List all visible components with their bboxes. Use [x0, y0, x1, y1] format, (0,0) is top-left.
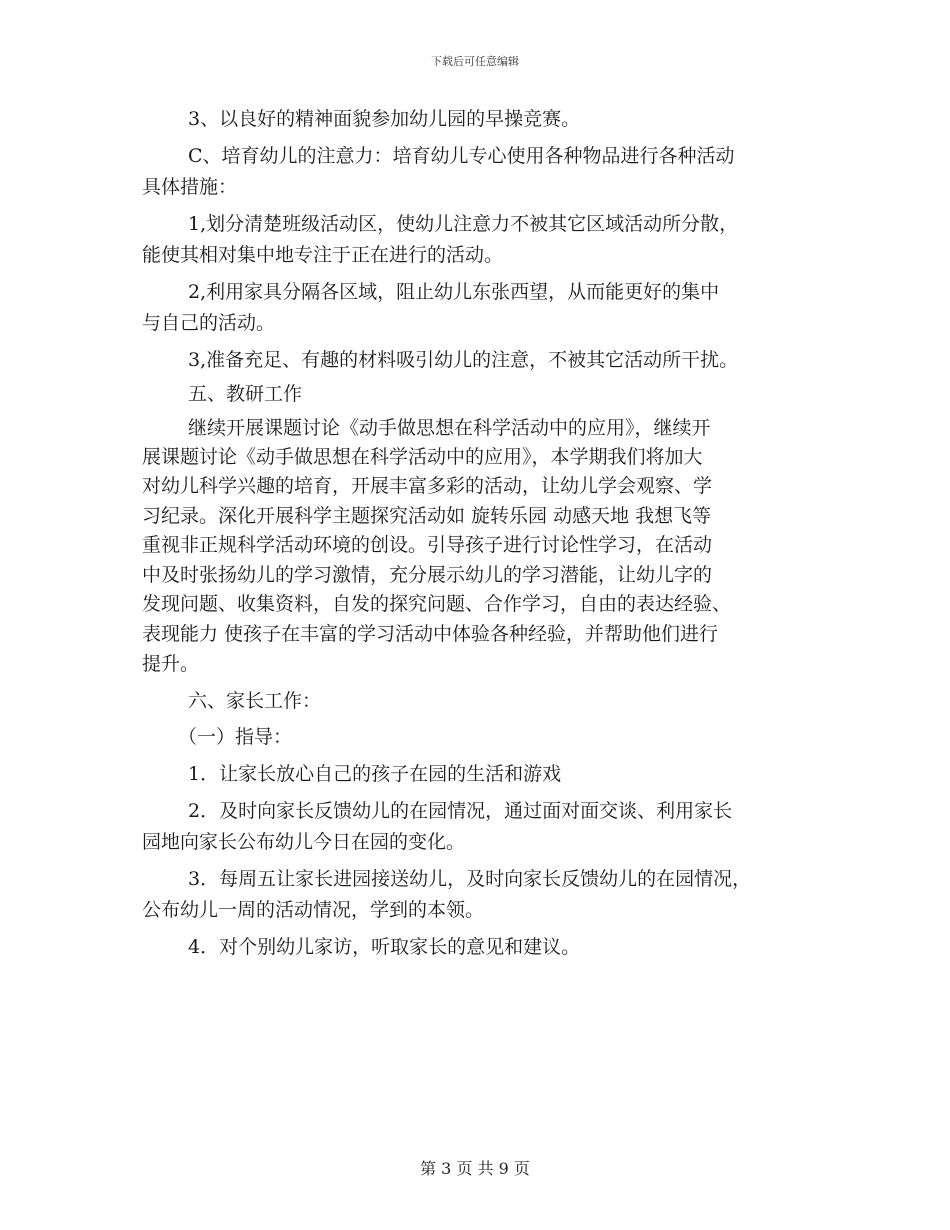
page-footer: 第 3 页 共 9 页 [420, 1159, 530, 1178]
text-line: 提升。 [142, 653, 200, 675]
text-line: 五、教研工作 [188, 383, 303, 405]
text-line: 习纪录。深化开展科学主题探究活动如 旋转乐园 动感天地 我想飞等 [142, 505, 712, 527]
text-line: 3,准备充足、有趣的材料吸引幼儿的注意，不被其它活动所干扰。 [188, 349, 739, 371]
text-line: 中及时张扬幼儿的学习激情，充分展示幼儿的学习潜能，让幼儿字的 [142, 564, 713, 586]
text-line: 公布幼儿一周的活动情况，学到的本领。 [142, 899, 485, 921]
text-line: 继续开展课题讨论《动手做思想在科学活动中的应用》，继续开 [188, 417, 711, 439]
text-line: 4．对个别幼儿家访，听取家长的意见和建议。 [188, 936, 581, 958]
text-line: 2．及时向家长反馈幼儿的在园情况，通过面对面交谈、利用家长 [188, 800, 733, 822]
text-line: 发现问题、收集资料，自发的探究问题、合作学习，自由的表达经验、 [142, 593, 732, 615]
text-line: 对幼儿科学兴趣的培育，开展丰富多彩的活动，让幼儿学会观察、学 [142, 475, 713, 497]
document-body [142, 108, 822, 958]
text-line: 2,利用家具分隔各区域，阻止幼儿东张西望，从而能更好的集中 [188, 281, 720, 303]
text-line: 1．让家长放心自己的孩子在园的生活和游戏 [188, 763, 562, 785]
text-line: 能使其相对集中地专注于正在进行的活动。 [142, 244, 504, 266]
text-line: 3．每周五让家长进园接送幼儿，及时向家长反馈幼儿的在园情况， [188, 868, 752, 890]
text-line: 展课题讨论《动手做思想在科学活动中的应用》，本学期我们将加大 [142, 446, 703, 468]
text-line: C、培育幼儿的注意力：培育幼儿专心使用各种物品进行各种活动 [188, 145, 735, 167]
text-line: 表现能力 使孩子在丰富的学习活动中体验各种经验，并帮助他们进行 [142, 623, 719, 645]
text-line: 与自己的活动。 [142, 312, 276, 334]
page-header: 下载后可任意编辑 [431, 55, 519, 68]
text-line: 园地向家长公布幼儿今日在园的变化。 [142, 831, 466, 853]
text-line: 六、家长工作： [188, 690, 322, 712]
text-line: 重视非正规科学活动环境的创设。引导孩子进行讨论性学习，在活动 [142, 534, 713, 556]
text-line: 1,划分清楚班级活动区，使幼儿注意力不被其它区域活动所分散， [188, 213, 739, 235]
text-line: 3、以良好的精神面貌参加幼儿园的早操竞赛。 [188, 108, 581, 130]
text-line: （一）指导： [178, 726, 293, 748]
text-line: 具体措施： [142, 176, 238, 198]
